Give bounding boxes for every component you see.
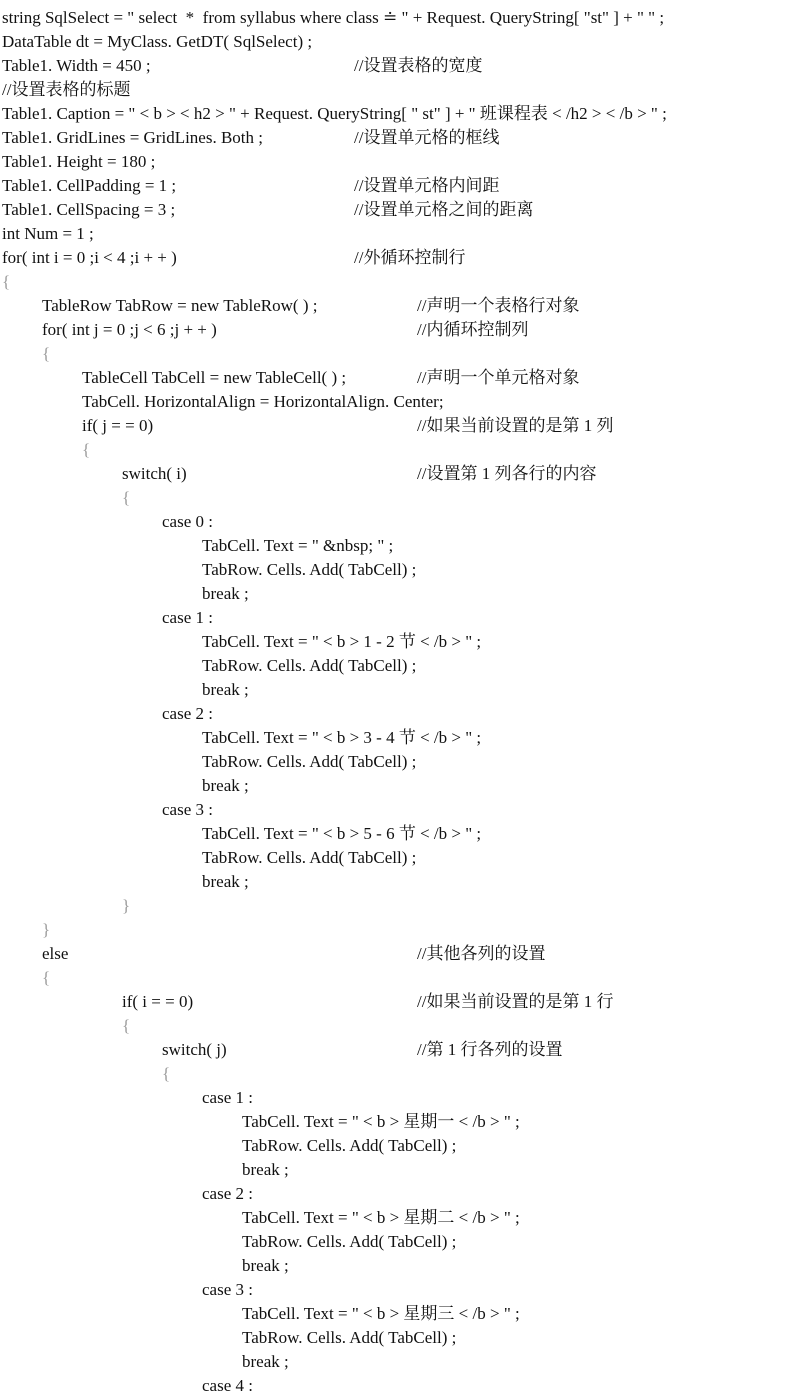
code-statement: case 4 : [202, 1376, 253, 1395]
code-line [2, 294, 782, 318]
code-line [2, 1158, 782, 1182]
code-statement: case 3 : [202, 1280, 253, 1299]
code-line [2, 798, 782, 822]
code-line [2, 102, 782, 126]
code-statement: case 3 : [162, 800, 213, 819]
code-line [2, 846, 782, 870]
code-line [2, 30, 782, 54]
code-statement: TabCell. Text = " < b > 5 - 6 节 < /b > " ; [202, 824, 482, 843]
code-statement: //设置表格的标题 [2, 80, 131, 99]
code-brace: { [122, 488, 131, 507]
code-comment: //如果当前设置的是第 1 行 [417, 992, 614, 1011]
code-line [2, 534, 782, 558]
code-line [2, 486, 782, 510]
code-line [2, 822, 782, 846]
code-statement: TabCell. Text = " < b > 星期三 < /b > " ; [242, 1304, 520, 1323]
code-line [2, 942, 782, 966]
code-comment: //声明一个表格行对象 [417, 296, 580, 315]
code-comment: //设置第 1 列各行的内容 [417, 464, 597, 483]
code-line [2, 126, 782, 150]
code-line [2, 1326, 782, 1350]
code-line [2, 702, 782, 726]
code-line [2, 870, 782, 894]
code-comment: //设置单元格之间的距离 [354, 200, 534, 219]
code-line [2, 54, 782, 78]
code-statement: for( int i = 0 ;i < 4 ;i + + ) [2, 248, 177, 267]
code-line [2, 966, 782, 990]
code-line [2, 1038, 782, 1062]
code-line [2, 894, 782, 918]
code-line [2, 606, 782, 630]
code-statement: TabCell. HorizontalAlign = HorizontalAlign. Center; [82, 392, 444, 411]
code-comment: //外循环控制行 [354, 248, 466, 267]
code-statement: TabRow. Cells. Add( TabCell) ; [242, 1232, 457, 1251]
code-statement: break ; [202, 584, 249, 603]
code-statement: TableRow TabRow = new TableRow( ) ; [42, 296, 318, 315]
code-statement: case 0 : [162, 512, 213, 531]
code-statement: Table1. Caption = " < b > < h2 > " + Request. QueryString[ " st" ] + " 班课程表 < /h2 > < /b > " ; [2, 104, 667, 123]
code-comment: //其他各列的设置 [417, 944, 546, 963]
code-line [2, 462, 782, 486]
code-statement: break ; [202, 680, 249, 699]
code-line [2, 678, 782, 702]
code-line [2, 654, 782, 678]
code-line [2, 246, 782, 270]
code-line [2, 1374, 782, 1398]
code-line [2, 918, 782, 942]
code-statement: TabCell. Text = " < b > 星期一 < /b > " ; [242, 1112, 520, 1131]
code-statement: Table1. CellPadding = 1 ; [2, 176, 177, 195]
code-statement: Table1. GridLines = GridLines. Both ; [2, 128, 263, 147]
code-line [2, 1254, 782, 1278]
code-statement: if( i = = 0) [122, 992, 194, 1011]
code-statement: TabCell. Text = " &nbsp; " ; [202, 536, 394, 555]
code-statement: case 2 : [202, 1184, 253, 1203]
code-brace: } [42, 920, 51, 939]
code-line [2, 318, 782, 342]
code-statement: case 1 : [202, 1088, 253, 1107]
code-line [2, 150, 782, 174]
code-statement: TabCell. Text = " < b > 星期二 < /b > " ; [242, 1208, 520, 1227]
code-brace: { [42, 344, 51, 363]
code-brace: { [122, 1016, 131, 1035]
code-line [2, 390, 782, 414]
code-line [2, 1014, 782, 1038]
code-line [2, 198, 782, 222]
code-line [2, 990, 782, 1014]
code-line [2, 366, 782, 390]
code-comment: //设置单元格内间距 [354, 176, 500, 195]
code-comment: //声明一个单元格对象 [417, 368, 580, 387]
code-line [2, 414, 782, 438]
code-line [2, 750, 782, 774]
code-statement: case 1 : [162, 608, 213, 627]
code-statement: TabRow. Cells. Add( TabCell) ; [202, 560, 417, 579]
code-line [2, 1110, 782, 1134]
code-statement: Table1. CellSpacing = 3 ; [2, 200, 176, 219]
code-comment: //内循环控制列 [417, 320, 529, 339]
code-brace: { [82, 440, 91, 459]
code-line [2, 6, 782, 30]
code-brace: { [162, 1064, 171, 1083]
code-line [2, 1086, 782, 1110]
code-comment: //设置单元格的框线 [354, 128, 500, 147]
code-statement: break ; [202, 776, 249, 795]
code-statement: Table1. Width = 450 ; [2, 56, 151, 75]
code-statement: Table1. Height = 180 ; [2, 152, 156, 171]
code-line [2, 174, 782, 198]
code-statement: DataTable dt = MyClass. GetDT( SqlSelect) ; [2, 32, 313, 51]
code-statement: TabRow. Cells. Add( TabCell) ; [202, 848, 417, 867]
code-statement: TabRow. Cells. Add( TabCell) ; [242, 1136, 457, 1155]
code-comment: //第 1 行各列的设置 [417, 1040, 563, 1059]
code-statement: switch( j) [162, 1040, 227, 1059]
code-statement: case 2 : [162, 704, 213, 723]
code-listing [2, 6, 782, 1398]
code-line [2, 558, 782, 582]
code-statement: int Num = 1 ; [2, 224, 94, 243]
code-statement: TabCell. Text = " < b > 1 - 2 节 < /b > " ; [202, 632, 482, 651]
code-line [2, 1134, 782, 1158]
code-statement: break ; [242, 1352, 289, 1371]
code-brace: } [122, 896, 131, 915]
code-brace: { [2, 272, 11, 291]
code-line [2, 1278, 782, 1302]
code-statement: TabRow. Cells. Add( TabCell) ; [202, 656, 417, 675]
code-statement: string SqlSelect = " select * from syllabus where class ≐ " + Request. QueryString[ "st" ] + " " ; [2, 8, 665, 27]
code-statement: TabRow. Cells. Add( TabCell) ; [202, 752, 417, 771]
code-line [2, 1182, 782, 1206]
code-statement: TableCell TabCell = new TableCell( ) ; [82, 368, 347, 387]
code-line [2, 1302, 782, 1326]
code-line [2, 270, 782, 294]
code-comment: //如果当前设置的是第 1 列 [417, 416, 614, 435]
code-line [2, 1206, 782, 1230]
code-line [2, 1062, 782, 1086]
code-statement: else [42, 944, 69, 963]
code-comment: //设置表格的宽度 [354, 56, 483, 75]
code-statement: break ; [242, 1160, 289, 1179]
code-line [2, 78, 782, 102]
code-line [2, 630, 782, 654]
code-line [2, 438, 782, 462]
code-line [2, 774, 782, 798]
code-line [2, 582, 782, 606]
code-line [2, 1350, 782, 1374]
code-brace: { [42, 968, 51, 987]
code-statement: TabCell. Text = " < b > 3 - 4 节 < /b > " ; [202, 728, 482, 747]
code-statement: break ; [202, 872, 249, 891]
code-line [2, 510, 782, 534]
code-statement: if( j = = 0) [82, 416, 154, 435]
code-statement: TabRow. Cells. Add( TabCell) ; [242, 1328, 457, 1347]
code-line [2, 726, 782, 750]
code-line [2, 1230, 782, 1254]
code-statement: for( int j = 0 ;j < 6 ;j + + ) [42, 320, 217, 339]
code-statement: switch( i) [122, 464, 187, 483]
code-statement: break ; [242, 1256, 289, 1275]
code-line [2, 222, 782, 246]
code-line [2, 342, 782, 366]
